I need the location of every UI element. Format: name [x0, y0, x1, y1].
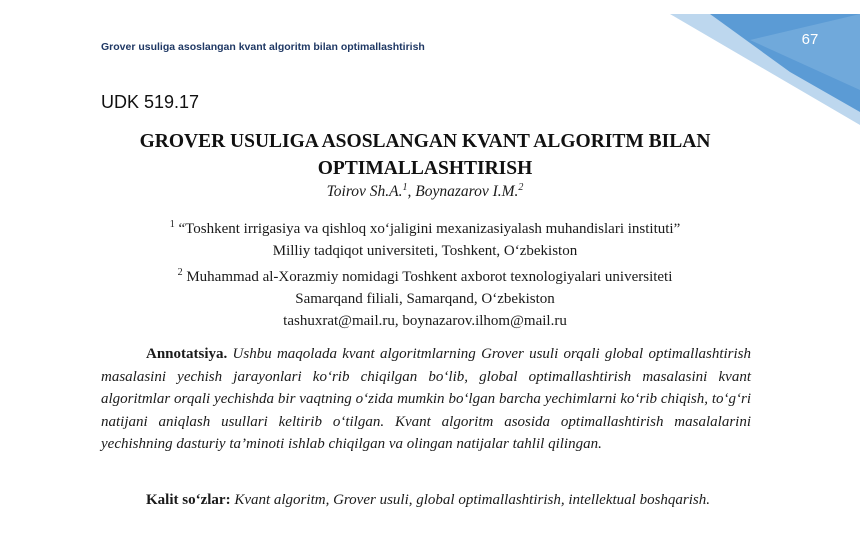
- udk-code: UDK 519.17: [101, 92, 200, 112]
- article-title: [60, 128, 790, 182]
- authors: [60, 182, 790, 201]
- running-header: Grover usuliga asoslangan kvant algoritm bilan optimallashtirish: [101, 41, 425, 53]
- author-1-sup: 1: [402, 182, 408, 193]
- affiliation-2-sup: 2: [177, 267, 183, 278]
- affiliations: [60, 214, 790, 332]
- affiliation-1-line-2: Milliy tadqiqot universiteti, Toshkent, O‘zbekiston: [272, 243, 578, 259]
- keywords-text: Kvant algoritm, Grover usuli, global optimallashtirish, intellektual boshqarish.: [230, 492, 711, 508]
- author-2-sup: 2: [518, 182, 524, 193]
- abstract-label: Annotatsiya: [146, 346, 224, 362]
- affiliation-1-line-1: [60, 214, 790, 240]
- author-1: Toirov Sh.A.: [326, 183, 403, 201]
- affiliation-2-text: Muhammad al-Xorazmiy nomidagi Toshkent axborot texnologiyalari universiteti: [182, 269, 673, 285]
- corner-decoration: [670, 0, 860, 125]
- affiliation-2-line-2: Samarqand filiali, Samarqand, O‘zbekiston: [295, 291, 555, 307]
- abstract-separator: .: [223, 346, 233, 362]
- title-line-2: OPTIMALLASHTIRISH: [317, 158, 533, 179]
- keywords: [101, 489, 751, 512]
- affiliation-1-text: “Toshkent irrigasiya va qishloq xo‘jaligini mexanizasiyalash muhandislari instituti”: [174, 221, 681, 237]
- title-line-1: GROVER USULIGA ASOSLANGAN KVANT ALGORITM BILAN: [139, 131, 711, 152]
- keywords-label: Kalit so‘zlar:: [146, 492, 231, 508]
- abstract-text: Ushbu maqolada kvant algoritmlarning Grover usuli orqali global optimallashtirish masalasini yechish jarayonlari ko‘rib chiqilgan bo‘lib, global optimallashtirish masalasini kvant algoritmlar orqali yechishda bir vaqtning o‘zida mumkin bo‘lgan barcha yechimlarni ko‘rib chiqish, to‘g‘ri natijani aniqlash usullari keltirib o‘tilgan. Kvant algoritm asosida optimallashtirish masalalarini yechishning dasturiy ta’minoti ishlab chiqilgan va olingan natijalar tahlil qilingan.: [101, 346, 752, 453]
- page-number: 67: [801, 31, 819, 48]
- affiliation-1-sup: 1: [169, 219, 175, 230]
- affiliation-2-line-1: [60, 262, 790, 288]
- emails: tashuxrat@mail.ru, boynazarov.ilhom@mail.ru: [283, 313, 567, 329]
- abstract: [101, 343, 751, 456]
- author-separator: ,: [407, 183, 416, 201]
- author-2: Boynazarov I.M.: [415, 183, 519, 201]
